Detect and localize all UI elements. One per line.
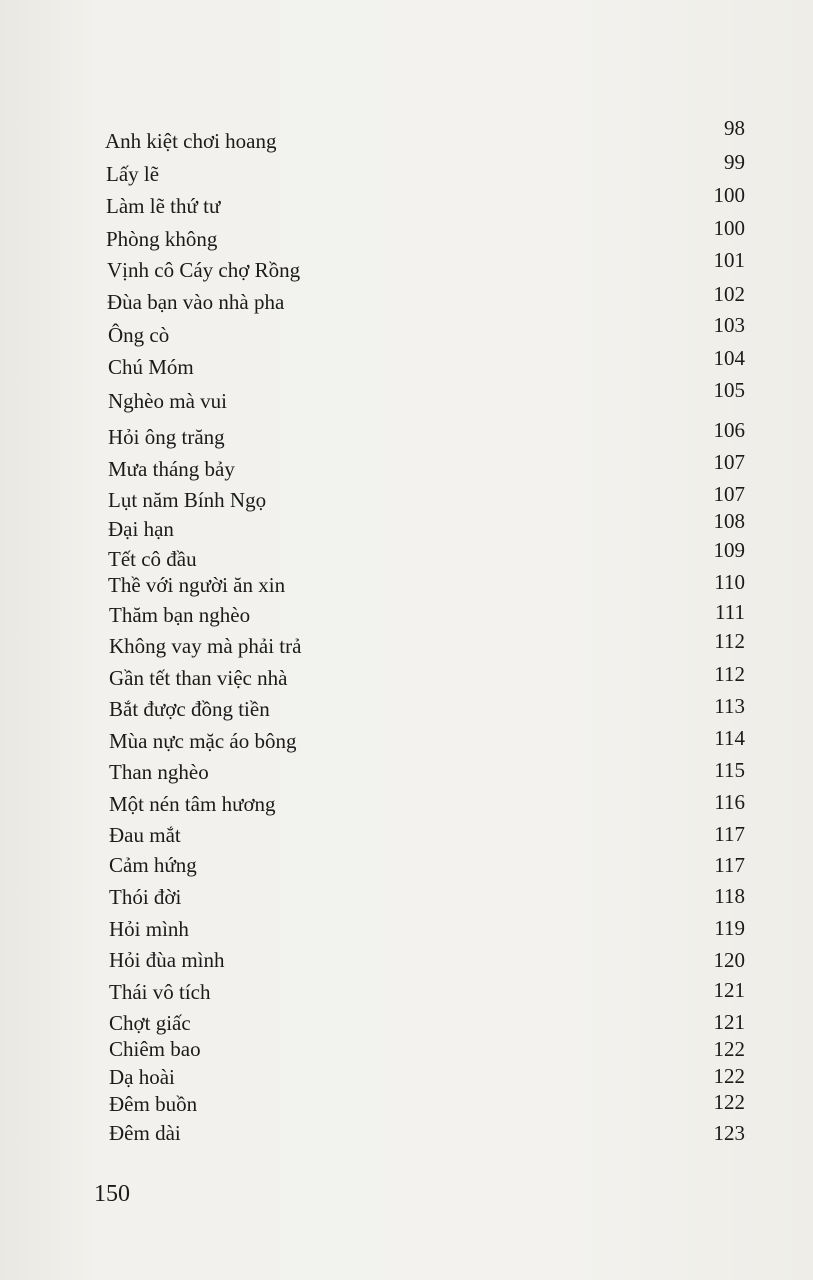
toc-entry-title: Chợt giấc	[109, 1011, 191, 1035]
toc-entry-page: 100	[713, 183, 745, 207]
toc-entry-title: Làm lẽ thứ tư	[106, 194, 221, 218]
toc-entry-page: 112	[714, 662, 745, 686]
toc-entry-page: 104	[713, 346, 745, 370]
toc-entry-title: Cảm hứng	[109, 853, 197, 877]
toc-entry-page: 108	[713, 509, 745, 533]
toc-entry-page: 112	[714, 629, 745, 653]
toc-entry-title: Mùa nực mặc áo bông	[109, 729, 297, 753]
toc-entry-page: 99	[724, 150, 745, 174]
toc-entry-title: Đêm dài	[109, 1121, 181, 1145]
toc-entry-title: Ông cò	[108, 323, 170, 347]
toc-entry-title: Đau mắt	[109, 823, 181, 847]
toc-entry-page: 111	[715, 600, 745, 624]
toc-entry-title: Lấy lẽ	[106, 162, 160, 186]
toc-entry-page: 120	[713, 948, 745, 972]
toc-entry-page: 102	[713, 282, 745, 306]
toc-entry-page: 107	[713, 450, 745, 474]
toc-entry-page: 98	[724, 116, 745, 140]
toc-entry-title: Đùa bạn vào nhà pha	[107, 290, 285, 314]
toc-entry-page: 106	[713, 418, 745, 442]
toc-entry-page: 118	[714, 884, 745, 908]
toc-entry-page: 117	[714, 822, 745, 846]
toc-entry-title: Chú Móm	[108, 355, 194, 379]
toc-entry-title: Thói đời	[109, 885, 182, 909]
toc-entry-title: Bắt được đồng tiền	[109, 697, 270, 721]
toc-entry-title: Đêm buồn	[109, 1092, 198, 1116]
toc-entry-page: 107	[713, 482, 745, 506]
page-number: 150	[94, 1181, 130, 1207]
toc-entry-title: Nghèo mà vui	[108, 389, 227, 413]
toc-entry-title: Phòng không	[106, 227, 218, 251]
toc-entry-page: 101	[713, 248, 745, 272]
toc-entry-title: Vịnh cô Cáy chợ Rồng	[107, 258, 301, 282]
toc-entry-title: Anh kiệt chơi hoang	[105, 129, 277, 153]
toc-entry-title: Lụt năm Bính Ngọ	[108, 488, 267, 512]
toc-entry-title: Hỏi ông trăng	[108, 425, 225, 449]
toc-entry-title: Thăm bạn nghèo	[109, 603, 251, 627]
toc-entry-page: 119	[714, 916, 745, 940]
toc-entry-title: Chiêm bao	[109, 1037, 201, 1061]
toc-entry-page: 122	[713, 1064, 745, 1088]
toc-entry-title: Than nghèo	[109, 760, 209, 784]
toc-entry-page: 114	[714, 726, 745, 750]
toc-entry-page: 121	[713, 978, 745, 1002]
toc-entry-title: Đại hạn	[108, 517, 174, 541]
toc-entry-title: Tết cô đầu	[108, 547, 197, 571]
toc-entry-title: Hỏi đùa mình	[109, 948, 225, 972]
toc-entry-title: Mưa tháng bảy	[108, 457, 235, 481]
toc-entry-page: 117	[714, 853, 745, 877]
toc-entry-page: 109	[713, 538, 745, 562]
toc-entry-page: 122	[713, 1090, 745, 1114]
toc-entry-title: Hỏi mình	[109, 917, 189, 941]
toc-entry-title: Một nén tâm hương	[109, 792, 276, 816]
toc-entry-title: Thề với người ăn xin	[108, 573, 286, 597]
toc-entry-page: 115	[714, 758, 745, 782]
toc-entry-title: Gần tết than việc nhà	[109, 666, 288, 690]
toc-entry-page: 100	[713, 216, 745, 240]
toc-entry-page: 122	[713, 1037, 745, 1061]
toc-entry-page: 110	[714, 570, 745, 594]
toc-entry-page: 113	[714, 694, 745, 718]
toc-entry-page: 121	[713, 1010, 745, 1034]
toc-entry-page: 103	[713, 313, 745, 337]
toc-entry-title: Dạ hoài	[109, 1065, 175, 1089]
toc-entry-page: 105	[713, 378, 745, 402]
toc-entry-page: 116	[714, 790, 745, 814]
toc-entry-title: Không vay mà phải trả	[109, 634, 302, 658]
toc-entry-page: 123	[713, 1121, 745, 1145]
toc-entry-title: Thái vô tích	[109, 980, 211, 1004]
